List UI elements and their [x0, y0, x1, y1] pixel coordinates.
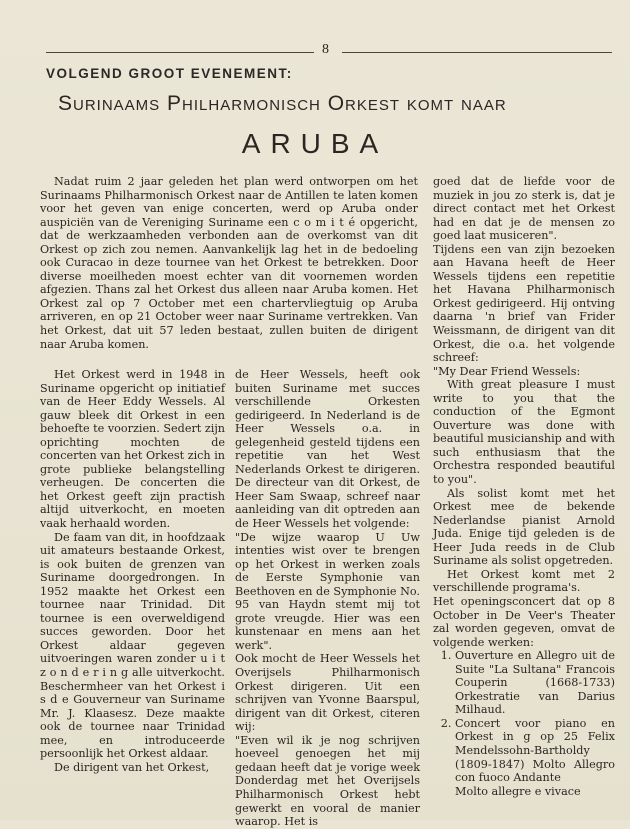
paragraph: Het openingsconcert dat op 8 October in De Veer's Theater zal worden gegeven, omvat de volgende werken:	[433, 594, 615, 649]
letter-body: With great pleasure I must write to you that the conduction of the Egmont Ouverture was done with beautiful musicianship and with such enthusiasm that the Orchestra responded beautiful to you".	[433, 378, 615, 487]
paragraph: De faam van dit, in hoofdzaak uit amateurs bestaande Orkest, is ook buiten de grenzen van Suriname doorgedrongen. In 1952 maakte het Orkest een tournee naar Trinidad. Dit tournee is een overweldigend succes geworden. Door het Orkest aldaar gegeven uitvoeringen waren zonder u i t z o n d e r i n g alle uitverkocht. Beschermheer van het Orkest i s d e Gouverneur van Suriname Mr. J. Klaasesz. Deze maakte ook de tournee naar Trinidad mee, en introduceerde persoonlijk het Orkest aldaar.	[40, 530, 225, 761]
quote-paragraph: "De wijze waarop U Uw intenties wist over te brengen op het Orkest in werken zoals de Eerste Symphonie van Beethoven en de Symphonie No. 95 van Haydn stemt mij tot grote vreugde. Hier was een kunstenaar en mens aan het werk".	[235, 530, 420, 652]
tempo-line: Molto allegre e vivace	[455, 784, 581, 798]
paragraph: Ook mocht de Heer Wessels het Overijsels Philharmonisch Orkest dirigeren. Uit een schrijven van Yvonne Baarspul, dirigent van dit Orkest, citeren wij:	[235, 652, 420, 734]
headline-line-2: ARUBA	[241, 128, 389, 159]
paragraph: de Heer Wessels, heeft ook buiten Suriname met succes verschillende Orkesten gedirigeerd. In Nederland is de Heer Wessels o.a. in gelegenheid gesteld tijdens een repetitie van het West Nederlands Orkest te dirigeren. De directeur van dit Orkest, de Heer Sam Swaap, schreef naar aanleiding van dit optreden aan de Heer Wessels het volgende:	[235, 368, 420, 531]
kicker-heading: VOLGEND GROOT EVENEMENT:	[46, 66, 293, 81]
headline-line-1: Surinaams Philharmonisch Orkest komt naar	[58, 92, 507, 115]
page-number: 8	[322, 42, 329, 57]
paragraph: Het Orkest komt met 2 verschillende programa's.	[433, 567, 615, 595]
paragraph: Tijdens een van zijn bezoeken aan Havana heeft de Heer Wessels tijdens een repetitie het Havana Philharmonisch Orkest gedirigeerd. Hij ontving daarna 'n brief van Frider Weissmann, de dirigent van dit Orkest, die o.a. het volgende schreef:	[433, 242, 615, 365]
program-item: 1. Ouverture en Allegro uit de Suite "La Sultana" Francois Couperin (1668-1733) Orkestratie van Darius Milhaud.	[455, 649, 615, 717]
header-rule-right	[342, 52, 612, 53]
column-left	[40, 368, 225, 774]
paragraph: Het Orkest werd in 1948 in Suriname opgericht op initiatief van de Heer Eddy Wessels. Al gauw bleek dit Orkest in een behoefte te voorzien. Sedert zijn oprichting mochten de concerten van het Orkest zich in grote publieke belangstelling verheugen. De concerten die het Orkest geeft zijn practish altijd uitverkocht, en moeten vaak herhaald worden.	[40, 368, 225, 531]
intro-paragraph	[40, 175, 418, 351]
letter-salutation: "My Dear Friend Wessels:	[433, 364, 581, 378]
paragraph: goed dat de liefde voor de muziek in jou zo sterk is, dat je direct contact met het Orkest had en dat je de mensen zo goed laat musiceren".	[433, 175, 615, 243]
column-middle	[235, 368, 420, 829]
quote-paragraph: "Even wil ik je nog schrijven hoeveel genoegen het mij gedaan heeft dat je vorige week Donderdag met het Overijsels Philharmonisch Orkest hebt gewerkt en vooral de manier waarop. Het is	[235, 733, 420, 829]
program-list	[433, 649, 615, 784]
intro-text: Nadat ruim 2 jaar geleden het plan werd ontworpen om het Surinaams Philharmonisch Orkest naar de Antillen te laten komen voor het geven van enige concerten, werd op Aruba onder auspiciën van de Vereniging Suriname een c o m i t é opgericht, dat de werkzaamheden verbonden aan de overkomst van dit Orkest op zich zou nemen. Aanvankelijk lag het in de bedoeling ook Curacao in deze tournee van het Orkest te betrekken. Door diverse moeilheden moest echter van dit voornemen worden afgezien. Thans zal het Orkest dus alleen naar Aruba komen. Het Orkest zal op 7 October met een chartervliegtuig op Aruba arriveren, en op 21 October weer naar Suriname vertrekken. Van het Orkest, dat uit 57 leden bestaat, zullen buiten de dirigent naar Aruba komen.	[40, 175, 418, 351]
column-right	[433, 175, 615, 798]
header-rule-left	[46, 52, 314, 53]
paragraph: Als solist komt met het Orkest mee de bekende Nederlandse pianist Arnold Juda. Enige tijd geleden is de Heer Juda reeds in de Club Suriname als solist opgetreden.	[433, 486, 615, 568]
paragraph: De dirigent van het Orkest,	[54, 760, 210, 774]
program-item: 2. Concert voor piano en Orkest in g op 25 Felix Mendelssohn-Bartholdy (1809-1847) Molto Allegro con fuoco Andante	[455, 717, 615, 785]
